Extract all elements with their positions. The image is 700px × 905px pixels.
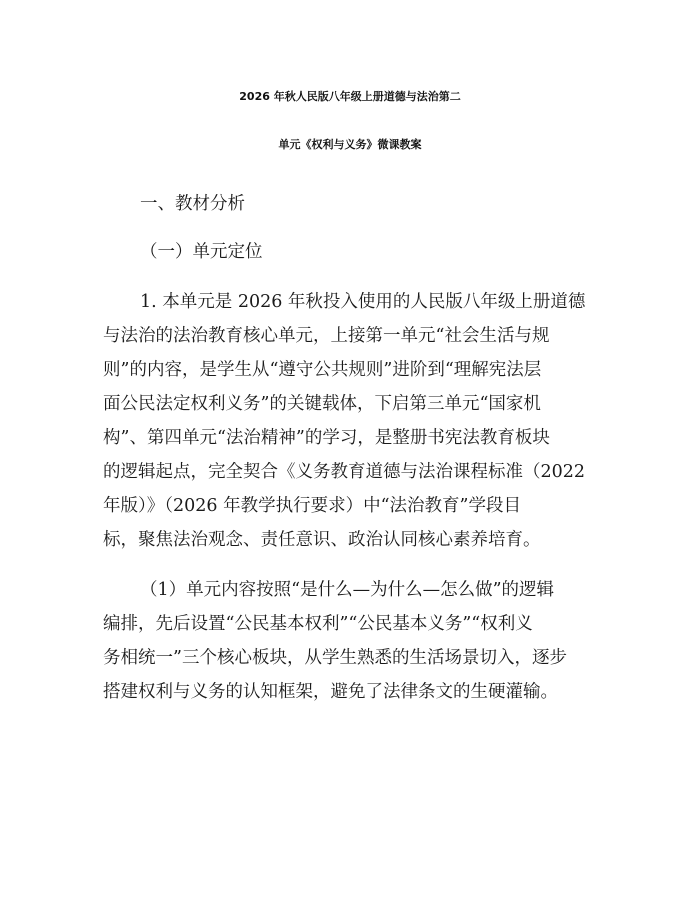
subsection-heading: （一）单元定位 <box>140 242 263 262</box>
document-title-line-1: 2026 年秋人民版八年级上册道德与法治第二 <box>239 90 461 103</box>
paragraph-2-line: 务相统一”三个核心板块，从学生熟悉的生活场景切入，逐步 <box>103 648 567 668</box>
document-title-line-2: 单元《权利与义务》微课教案 <box>278 138 422 151</box>
paragraph-1-line: 面公民法定权利义务”的关键载体，下启第三单元“国家机 <box>103 394 541 414</box>
paragraph-2-line: （1）单元内容按照“是什么—为什么—怎么做”的逻辑 <box>140 580 555 600</box>
paragraph-1-line: 1. 本单元是 2026 年秋投入使用的人民版八年级上册道德 <box>140 292 586 312</box>
section-heading: 一、教材分析 <box>140 194 245 214</box>
paragraph-1-line: 的逻辑起点，完全契合《义务教育道德与法治课程标准（2022 <box>103 462 586 482</box>
paragraph-2-line: 编排，先后设置“公民基本权利”“公民基本义务”“权利义 <box>103 614 533 634</box>
paragraph-1-line: 构”、第四单元“法治精神”的学习，是整册书宪法教育板块 <box>103 428 550 448</box>
paragraph-1-line: 与法治的法治教育核心单元，上接第一单元“社会生活与规 <box>103 326 550 346</box>
paragraph-1-line: 年版）》（2026 年教学执行要求）中“法治教育”学段目 <box>103 496 521 516</box>
paragraph-1-line: 则”的内容，是学生从“遵守公共规则”进阶到“理解宪法层 <box>103 360 542 380</box>
paragraph-2-line: 搭建权利与义务的认知框架，避免了法律条文的生硬灌输。 <box>103 682 558 702</box>
paragraph-1-line: 标，聚焦法治观念、责任意识、政治认同核心素养培育。 <box>103 530 541 550</box>
